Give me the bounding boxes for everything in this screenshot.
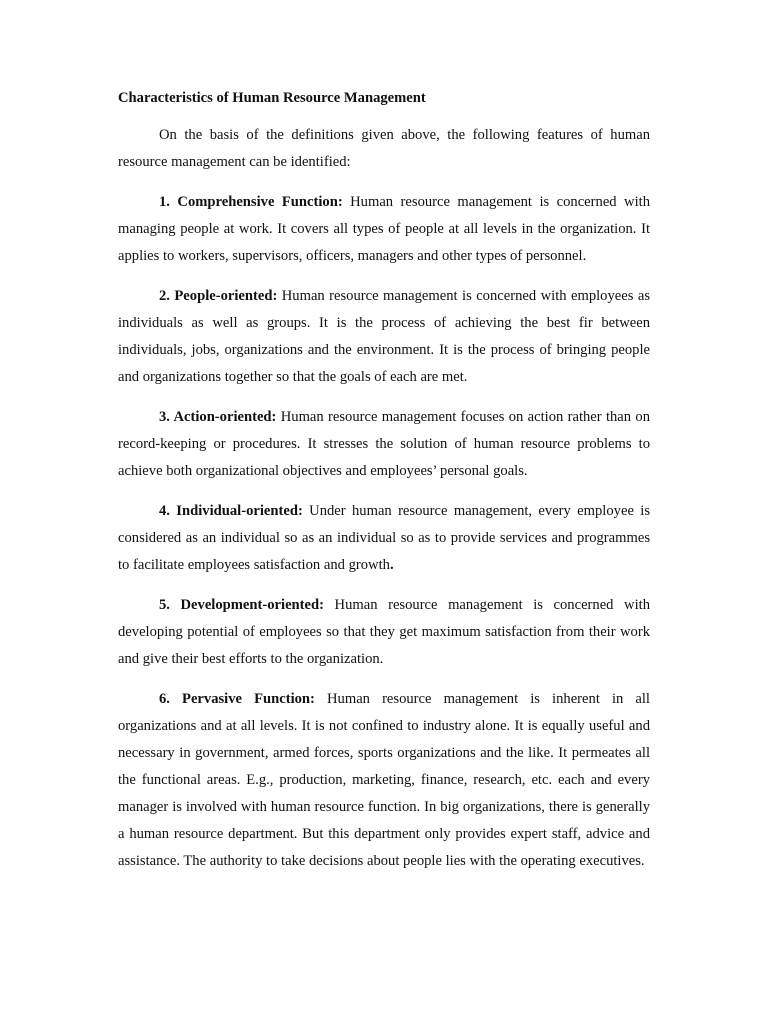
feature-body: Human resource management is inherent in all organizations and at all levels. It is not confined to industry alone. It is equally useful and necessary in government, armed forces, sports organizations and the like. It permeates all the functional areas. E.g., production, marketing, finance, research, etc. each and every manager is involved with human resource function. In big organizations, there is generally a human resource department. But this department only provides expert staff, advice and assistance. The authority to take decisions about people lies with the operating executives. — [118, 691, 650, 869]
feature-heading: 3. Action-oriented: — [159, 409, 277, 425]
feature-body: Under human resource management, every employee is considered as an individual so as an individual so as to provide services and programmes to facilitate employees satisfaction and growth — [118, 503, 651, 573]
feature-paragraph-development-oriented — [118, 592, 650, 673]
document-title: Characteristics of Human Resource Management — [118, 90, 426, 106]
feature-paragraph-action-oriented — [118, 404, 650, 485]
feature-paragraph-individual-oriented — [118, 498, 650, 579]
feature-heading: 1. Comprehensive Function: — [159, 194, 343, 210]
feature-trailing-period: . — [389, 557, 394, 573]
intro-paragraph: On the basis of the definitions given above, the following features of human resource management can be identified: — [118, 127, 650, 170]
feature-body: Human resource management is concerned with managing people at work. It covers all types of people at all levels in the organization. It applies to workers, supervisors, officers, managers and other types of personnel. — [118, 194, 650, 264]
feature-heading: 2. People-oriented: — [159, 288, 278, 304]
feature-heading: 5. Development-oriented: — [159, 597, 324, 613]
feature-heading: 6. Pervasive Function: — [159, 691, 315, 707]
feature-paragraph-comprehensive-function — [118, 189, 650, 270]
feature-body: Human resource management focuses on action rather than on record-keeping or procedures. It stresses the solution of human resource problems to achieve both organizational objectives and employees’ personal goals. — [118, 409, 650, 479]
feature-body: Human resource management is concerned with employees as individuals as well as groups. It is the process of achieving the best fir between individuals, jobs, organizations and the environment. It is the process of bringing people and organizations together so that the goals of each are met. — [118, 288, 650, 385]
feature-paragraph-people-oriented — [118, 283, 650, 391]
feature-body: Human resource management is concerned with developing potential of employees so that they get maximum satisfaction from their work and give their best efforts to the organization. — [118, 597, 650, 667]
feature-heading: 4. Individual-oriented: — [159, 503, 303, 519]
feature-paragraph-pervasive-function — [118, 686, 650, 875]
